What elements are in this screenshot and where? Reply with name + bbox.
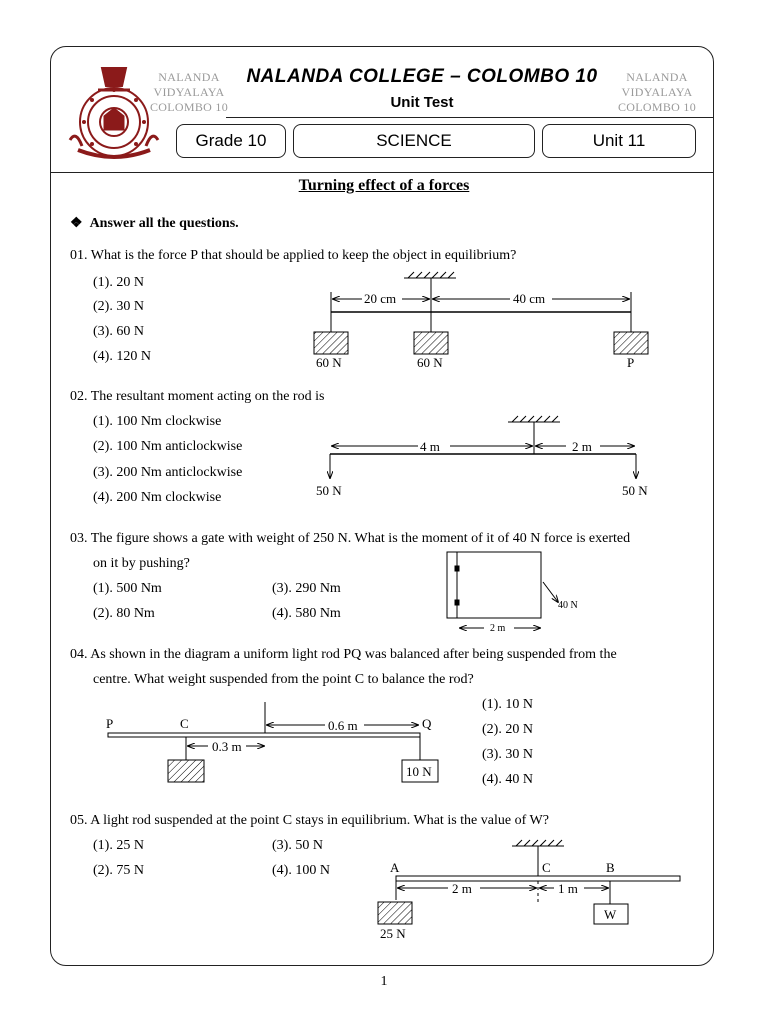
test-type: Unit Test [390,94,454,111]
watermark-line: COLOMBO 10 [617,100,696,114]
q5-dist-1: 2 m [452,881,472,896]
question-1-text: 01. What is the force P that should be applied to keep the object in equilibrium? [70,248,517,263]
q5-weight-w: W [604,907,617,922]
q5-label-b: B [606,860,615,875]
page-title: Turning effect of a forces [298,177,470,194]
question-5-text: 05. A light rod suspended at the point C stays in equilibrium. What is the value of W? [70,813,549,828]
q3-gate-diagram [440,548,590,636]
unit-box: Unit 11 [542,124,696,158]
watermark-line: VIDYALAYA [621,85,693,99]
q5-dist-2: 1 m [558,881,578,896]
q2-dist-1: 4 m [420,439,440,454]
q4-label-c: C [180,716,189,731]
q4-option: (1). 10 N [482,697,533,712]
q5-option: (3). 50 N [272,838,323,853]
instruction: ❖ Answer all the questions. [70,216,239,231]
q4-label-q: Q [422,716,432,731]
subject-box: SCIENCE [293,124,535,158]
q3-option: (2). 80 Nm [93,606,155,621]
q2-option: (1). 100 Nm clockwise [93,414,222,429]
q1-dist-2: 40 cm [513,291,546,306]
q4-option: (4). 40 N [482,772,533,787]
q1-option: (1). 20 N [93,275,144,290]
q1-diagram [300,270,660,370]
q5-diagram [370,838,690,948]
q5-option: (4). 100 N [272,863,330,878]
q2-option: (2). 100 Nm anticlockwise [93,439,243,454]
q1-weight-p: P [627,355,635,370]
watermark-left [144,70,234,115]
q2-force-2: 50 N [622,483,648,498]
watermark-right [612,70,702,115]
question-2-text: 02. The resultant moment acting on the rod is [70,389,325,404]
q1-weight-1: 60 N [316,355,342,370]
watermark-line: NALANDA [626,70,688,84]
q5-weight-1: 25 N [380,926,406,941]
q5-option: (1). 25 N [93,838,144,853]
page-number: 1 [380,974,388,989]
q2-option: (3). 200 Nm anticlockwise [93,465,243,480]
q4-weight: 10 N [406,764,432,779]
q1-option: (2). 30 N [93,299,144,314]
q3-option: (3). 290 Nm [272,581,341,596]
q1-weight-2: 60 N [417,355,443,370]
question-4-text: 04. As shown in the diagram a uniform light rod PQ was balanced after being suspended from the [70,647,617,662]
q2-force-1: 50 N [316,483,342,498]
q2-dist-2: 2 m [572,439,592,454]
q1-option: (4). 120 N [93,349,151,364]
watermark-line: NALANDA [158,70,220,84]
grade-box: Grade 10 [176,124,286,158]
q5-label-c: C [542,860,551,875]
q1-option: (3). 60 N [93,324,144,339]
college-name: NALANDA COLLEGE – COLOMBO 10 [246,66,598,87]
q3-width-label: 2 m [490,623,506,634]
q4-option: (2). 20 N [482,722,533,737]
q3-option: (1). 500 Nm [93,581,162,596]
q5-label-a: A [390,860,400,875]
watermark-line: COLOMBO 10 [149,100,228,114]
q4-diagram [100,700,450,790]
question-4-text-cont: centre. What weight suspended from the point C to balance the rod? [93,672,474,687]
q2-option: (4). 200 Nm clockwise [93,490,222,505]
q3-option: (4). 580 Nm [272,606,341,621]
q4-option: (3). 30 N [482,747,533,762]
q2-diagram [310,412,660,502]
q4-dist-1: 0.6 m [328,718,358,733]
q5-option: (2). 75 N [93,863,144,878]
watermark-line: VIDYALAYA [153,85,225,99]
title-underline [226,117,714,118]
q4-dist-2: 0.3 m [212,739,242,754]
instruction-text: Answer all the questions. [89,216,239,231]
q3-force-label: 40 N [558,600,578,611]
q1-dist-1: 20 cm [364,291,397,306]
question-3-text-cont: on it by pushing? [93,556,190,571]
q4-label-p: P [106,716,114,731]
question-3-text: 03. The figure shows a gate with weight of 250 N. What is the moment of it of 40 N force is exerted [70,531,631,546]
header-divider [50,172,714,173]
